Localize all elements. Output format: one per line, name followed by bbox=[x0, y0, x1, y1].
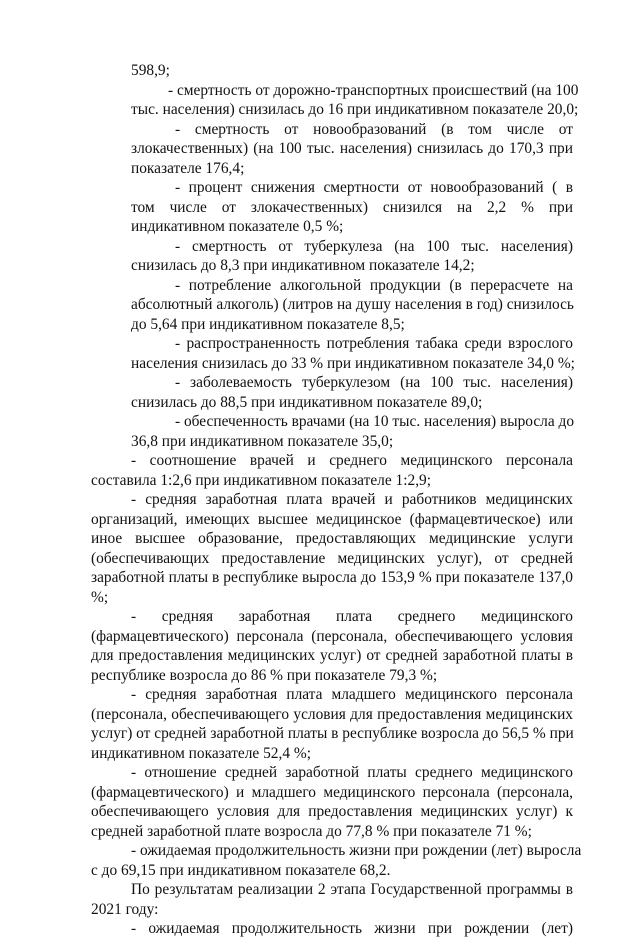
text-line: организаций, имеющих высшее медицинское (фармацевтическое) или bbox=[91, 511, 573, 528]
text-line: - распространенность потребления табака среди взрослого bbox=[175, 335, 573, 352]
text-line: - смертность от новообразований (в том числе от bbox=[175, 121, 573, 138]
text-line: 598,9; bbox=[131, 62, 170, 79]
text-line: составила 1:2,6 при индикативном показателе 1:2,9; bbox=[91, 472, 432, 489]
text-line: (фармацевтического) и младшего медицинского персонала (персонала, bbox=[91, 784, 573, 801]
text-line: средней заработной плате возросла до 77,8 % при показателе 71 %; bbox=[91, 823, 532, 840]
text-line: - смертность от дорожно-транспортных происшествий (на 100 bbox=[168, 82, 579, 99]
text-line: - процент снижения смертности от новообразований ( в bbox=[175, 179, 573, 196]
text-line: заработной платы в республике выросла до 153,9 % при показателе 137,0 bbox=[91, 569, 573, 586]
text-line: республике возросла до 86 % при показателе 79,3 %; bbox=[91, 667, 438, 684]
text-line: - обеспеченность врачами (на 10 тыс. населения) выросла до bbox=[175, 413, 575, 430]
text-line: услуг) от средней заработной платы в республике возросла до 56,5 % при bbox=[91, 725, 574, 742]
text-line: индикативном показателе 52,4 %; bbox=[91, 745, 311, 762]
text-line: - средняя заработная плата среднего медицинского bbox=[131, 608, 573, 625]
text-line: показателе 176,4; bbox=[131, 160, 245, 177]
text-line: - заболеваемость туберкулезом (на 100 тыс. населения) bbox=[175, 374, 573, 391]
text-line: до 5,64 при индикативном показателе 8,5; bbox=[131, 316, 405, 333]
text-line: обеспечивающего условия для предоставления медицинских услуг) к bbox=[91, 803, 573, 820]
text-line: 2021 году: bbox=[91, 901, 159, 918]
text-line: (фармацевтического) персонала (персонала, обеспечивающего условия bbox=[91, 628, 573, 645]
text-line: - смертность от туберкулеза (на 100 тыс. населения) bbox=[175, 238, 573, 255]
text-line: (обеспечивающих предоставление медицинских услуг), от средней bbox=[91, 550, 573, 567]
text-line: снизилась до 8,3 при индикативном показателе 14,2; bbox=[131, 257, 475, 274]
text-line: - потребление алкогольной продукции (в перерасчете на bbox=[175, 277, 573, 294]
text-line: (персонала, обеспечивающего условия для предоставления медицинских bbox=[91, 706, 573, 723]
text-line: - соотношение врачей и среднего медицинского персонала bbox=[131, 452, 573, 469]
text-line: иное высшее образование, предоставляющих медицинские услуги bbox=[91, 530, 573, 547]
text-line: - отношение средней заработной платы среднего медицинского bbox=[131, 764, 573, 781]
text-line: снизилась до 88,5 при индикативном показателе 89,0; bbox=[131, 394, 483, 411]
text-line: - средняя заработная плата врачей и работников медицинских bbox=[131, 491, 573, 508]
text-line: - ожидаемая продолжительность жизни при рождении (лет) выросла bbox=[131, 842, 582, 859]
text-line: населения снизилась до 33 % при индикативном показателе 34,0 %; bbox=[131, 355, 575, 372]
text-line: индикативном показателе 0,5 %; bbox=[131, 218, 344, 235]
text-line: - ожидаемая продолжительность жизни при рождении (лет) bbox=[131, 920, 573, 937]
text-line: %; bbox=[91, 589, 109, 606]
text-line: злокачественных) (на 100 тыс. населения) снизилась до 170,3 при bbox=[131, 140, 573, 157]
text-line: тыс. населения) снизилась до 16 при индикативном показателе 20,0; bbox=[131, 101, 579, 118]
text-line: для предоставления медицинских услуг) от средней заработной платы в bbox=[91, 647, 573, 664]
text-line: 36,8 при индикативном показателе 35,0; bbox=[131, 433, 394, 450]
text-line: абсолютный алкоголь) (литров на душу населения в год) снизилось bbox=[131, 296, 574, 313]
text-line: По результатам реализации 2 этапа Государственной программы в bbox=[131, 881, 573, 898]
text-line: - средняя заработная плата младшего медицинского персонала bbox=[131, 686, 573, 703]
text-line: с до 69,15 при индикативном показателе 68,2. bbox=[91, 862, 391, 879]
text-line: том числе от злокачественных) снизился на 2,2 % при bbox=[131, 199, 573, 216]
